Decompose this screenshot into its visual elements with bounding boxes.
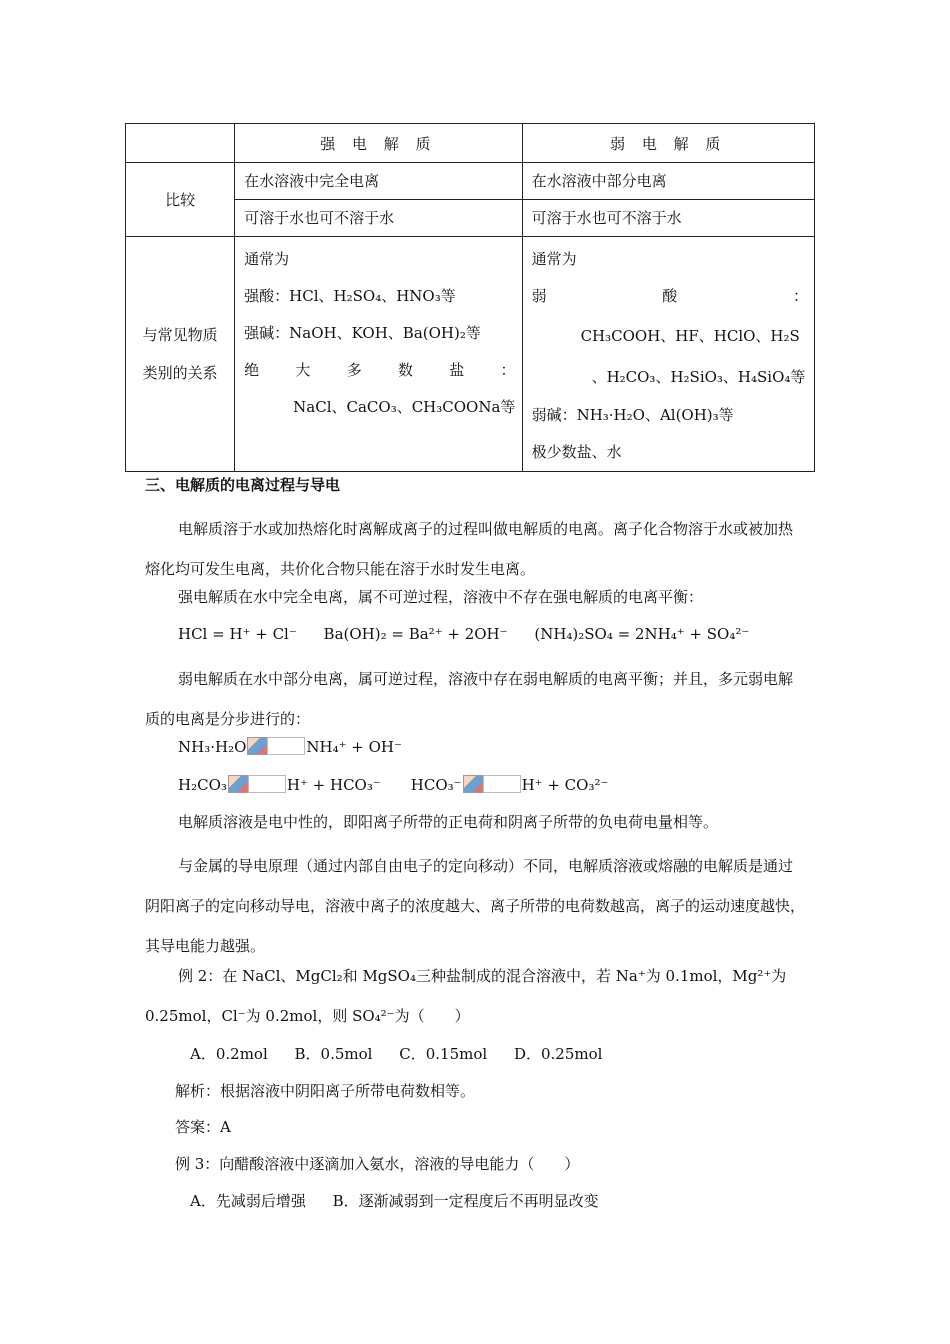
value: NaOH、KOH、Ba(OH)₂等 xyxy=(289,324,481,342)
label: 强碱： xyxy=(244,324,290,342)
strong-acid-line xyxy=(244,278,515,315)
weak-acid-heading xyxy=(532,278,808,315)
example2-analysis: 解析：根据溶液中阴阳离子所带电荷数相等。 xyxy=(175,1082,476,1100)
option: B．0.5mol xyxy=(294,1045,373,1063)
char: 多 xyxy=(346,361,362,379)
paragraph: 电解质溶于水或加热熔化时离解成离子的过程叫做电解质的电离。离子化合物溶于水或被加热熔化均可发生电离，共价化合物只能在溶于水时发生电离。 xyxy=(145,520,794,578)
paragraph: 强电解质在水中完全电离，属不可逆过程，溶液中不存在强电解质的电离平衡： xyxy=(178,588,704,606)
char: ： xyxy=(500,361,516,379)
weak-acid-line: CH₃COOH、HF、HClO、H₂S xyxy=(580,327,800,345)
relation-label xyxy=(126,237,235,472)
char: 盐 xyxy=(449,361,465,379)
equation-left: NH₃·H₂O xyxy=(178,738,247,756)
value: HCl、H₂SO₄、HNO₃等 xyxy=(289,287,456,305)
char: 数 xyxy=(397,361,413,379)
char: ： xyxy=(792,287,808,305)
option: C．0.15mol xyxy=(399,1045,488,1063)
table-cell: 可溶于水也可不溶于水 xyxy=(235,200,522,237)
compare-label: 比较 xyxy=(126,163,235,237)
strong-equations xyxy=(178,623,838,645)
paragraph: 弱电解质在水中部分电离，属可逆过程，溶液中存在弱电解质的电离平衡；并且，多元弱电解质的电离是分步进行的： xyxy=(145,670,794,728)
weak-acid-line: 、H₂CO₃、H₂SiO₃、H₄SiO₄等 xyxy=(591,368,806,386)
table-header-weak: 弱 电 解 质 xyxy=(522,124,814,163)
label: 强酸： xyxy=(244,287,290,305)
weak-base-line: 弱碱：NH₃·H₂O、Al(OH)₃等 xyxy=(531,406,734,424)
char: 大 xyxy=(295,361,311,379)
equation: Ba(OH)₂ = Ba²⁺ + 2OH⁻ xyxy=(323,625,508,643)
example3-question: 例 3：向醋酸溶液中逐滴加入氨水，溶液的导电能力（ ） xyxy=(175,1155,580,1173)
salt-line xyxy=(244,352,515,389)
weak-electrolyte-cell xyxy=(522,237,814,472)
equation: (NH₄)₂SO₄ = 2NH₄⁺ + SO₄²⁻ xyxy=(534,625,750,643)
option: D．0.25mol xyxy=(513,1045,603,1063)
paragraph: 电解质溶液是电中性的，即阳离子所带的正电荷和阴离子所带的负电荷电量相等。 xyxy=(178,813,719,831)
equation-left: HCO₃⁻ xyxy=(410,776,462,794)
table-cell: 可溶于水也可不溶于水 xyxy=(522,200,814,237)
reversible-arrow-icon xyxy=(463,775,521,793)
option: A．0.2mol xyxy=(190,1045,268,1063)
table-cell: 在水溶液中部分电离 xyxy=(522,163,814,200)
equation-left: H₂CO₃ xyxy=(178,776,227,794)
weak-equation xyxy=(178,736,838,758)
salt-examples: NaCl、CaCO₃、CH₃COONa等 xyxy=(293,398,516,416)
weak-equations xyxy=(178,774,838,796)
option: B．逐渐减弱到一定程度后不再明显改变 xyxy=(332,1192,599,1210)
table-cell: 在水溶液中完全电离 xyxy=(235,163,522,200)
example2-options xyxy=(190,1043,850,1065)
equation-right: NH₄⁺ + OH⁻ xyxy=(306,738,402,756)
example3-options xyxy=(190,1190,850,1212)
relation-label-line: 与常见物质 xyxy=(142,326,218,344)
example2-question: 例 2：在 NaCl、MgCl₂和 MgSO₄三种盐制成的混合溶液中，若 Na⁺为 0.1mol，Mg²⁺为 xyxy=(178,967,787,985)
equation-right: H⁺ + HCO₃⁻ xyxy=(286,776,381,794)
reversible-arrow-icon xyxy=(228,775,286,793)
example2-question: 0.25mol，Cl⁻为 0.2mol，则 SO₄²⁻为（ ） xyxy=(145,1007,470,1025)
text-line: 通常为 xyxy=(244,250,290,268)
equation-right: H⁺ + CO₃²⁻ xyxy=(521,776,609,794)
strong-electrolyte-cell xyxy=(235,237,522,472)
table-header-empty xyxy=(126,124,235,163)
equation: HCl = H⁺ + Cl⁻ xyxy=(178,625,297,643)
strong-base-line xyxy=(244,315,515,352)
text-line: 通常为 xyxy=(531,250,577,268)
section-title: 三、电解质的电离过程与导电 xyxy=(145,476,341,494)
table-header-strong: 强 电 解 质 xyxy=(235,124,522,163)
relation-label-line: 类别的关系 xyxy=(142,364,218,382)
paragraph: 与金属的导电原理（通过内部自由电子的定向移动）不同，电解质溶液或熔融的电解质是通过阴阳离子的定向移动导电，溶液中离子的浓度越大、离子所带的电荷数越高，离子的运动速度越快，其导电能力越强。 xyxy=(145,857,806,955)
reversible-arrow-icon xyxy=(247,737,305,755)
option: A．先减弱后增强 xyxy=(190,1192,306,1210)
example2-answer: 答案：A xyxy=(175,1118,231,1136)
char: 绝 xyxy=(244,361,260,379)
char: 弱 xyxy=(531,287,547,305)
text-line: 极少数盐、水 xyxy=(531,443,622,461)
electrolyte-comparison-table xyxy=(125,123,815,472)
char: 酸 xyxy=(662,287,678,305)
